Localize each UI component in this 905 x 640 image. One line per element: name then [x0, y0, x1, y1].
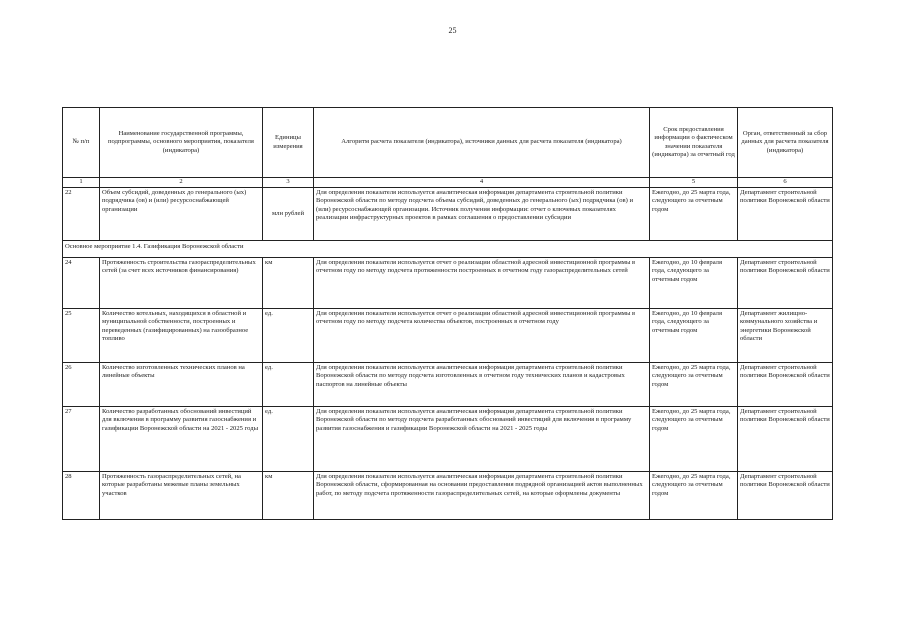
- indicator-name: Протяженность газораспределительных сетей, на которые разработаны межевые планы земельных участков: [100, 472, 263, 520]
- algorithm: Для определения показателя используется отчет о реализации областной адресной инвестиционной программы в отчетном году по методу подсчета протяженности построенных в отчетном году газораспределительных сетей: [314, 258, 650, 309]
- row-number: 22: [63, 188, 100, 241]
- column-number-row: [63, 178, 833, 188]
- agency: Департамент строительной политики Воронежской области: [738, 472, 833, 520]
- header-number: № п/п: [63, 108, 100, 178]
- table-row: [63, 472, 833, 520]
- header-algorithm: Алгоритм расчета показателя (индикатора), источники данных для расчета показателя (индикатора): [314, 108, 650, 178]
- unit: млн рублей: [263, 188, 314, 241]
- algorithm: Для определения показателя используется аналитическая информация департамента строительной политики Воронежской области по методу подсчета изготовленных в отчетном году технических планов и кадастровых паспортов на линейные объекты: [314, 363, 650, 407]
- table-row: [63, 407, 833, 472]
- indicator-name: Количество разработанных обоснований инвестиций для включения в программу развития газоснабжения и газификации Воронежской области на 2021 - 2025 годы: [100, 407, 263, 472]
- page-number: 25: [448, 26, 457, 35]
- column-number: 6: [738, 178, 833, 188]
- section-row: [63, 241, 833, 258]
- column-number: 4: [314, 178, 650, 188]
- row-number: 26: [63, 363, 100, 407]
- deadline: Ежегодно, до 25 марта года, следующего за отчетным годом: [650, 363, 738, 407]
- indicator-name: Количество котельных, находящихся в областной и муниципальной собственности, построенных и переведенных (газифицированных) на газообразное топливо: [100, 309, 263, 363]
- deadline: Ежегодно, до 25 марта года, следующего за отчетным годом: [650, 407, 738, 472]
- indicator-name: Протяженность строительства газораспределительных сетей (за счет всех источников финансирования): [100, 258, 263, 309]
- algorithm: Для определения показателя используется аналитическая информация департамента строительной политики Воронежской области по методу подсчета объема субсидий, доведенных до генерального (ых) подрядчика (ов) и (или) ресурсоснабжающей организации. Источник получения информации: отчет о ключевых показателях реализации инфраструктурных проектов в рамках соглашения о предоставлении субсидии: [314, 188, 650, 241]
- table-row: [63, 188, 833, 241]
- unit: ед.: [263, 309, 314, 363]
- table-row: [63, 363, 833, 407]
- agency: Департамент строительной политики Воронежской области: [738, 363, 833, 407]
- indicator-name: Объем субсидий, доведенных до генерального (ых) подрядчика (ов) и (или) ресурсоснабжающей организации: [100, 188, 263, 241]
- algorithm: Для определения показателя используется аналитическая информация департамента строительной политики Воронежской области по методу подсчета разработанных обоснований инвестиций для включения в программу развития газоснабжения и газификации Воронежской области на 2021 - 2025 годы: [314, 407, 650, 472]
- unit: ед.: [263, 407, 314, 472]
- column-number: 5: [650, 178, 738, 188]
- header-unit: Единицы измерения: [263, 108, 314, 178]
- unit: ед.: [263, 363, 314, 407]
- header-agency: Орган, ответственный за сбор данных для расчета показателя (индикатора): [738, 108, 833, 178]
- agency: Департамент строительной политики Воронежской области: [738, 407, 833, 472]
- deadline: Ежегодно, до 25 марта года, следующего за отчетным годом: [650, 472, 738, 520]
- agency: Департамент строительной политики Воронежской области: [738, 258, 833, 309]
- column-number: 1: [63, 178, 100, 188]
- deadline: Ежегодно, до 25 марта года, следующего за отчетным годом: [650, 188, 738, 241]
- column-number: 2: [100, 178, 263, 188]
- indicator-table: [62, 107, 833, 520]
- section-title: Основное мероприятие 1.4. Газификация Воронежской области: [63, 241, 833, 258]
- algorithm: Для определения показателя используется аналитическая информация департамента строительной политики Воронежской области, сформированная на основании предоставления подрядной организацией актов выполненных работ, по методу подсчета протяженности газораспределительных сетей, на которые оформлены документы: [314, 472, 650, 520]
- row-number: 24: [63, 258, 100, 309]
- table-header-row: [63, 108, 833, 178]
- agency: Департамент строительной политики Воронежской области: [738, 188, 833, 241]
- unit: км: [263, 258, 314, 309]
- agency: Департамент жилищно-коммунального хозяйства и энергетики Воронежской области: [738, 309, 833, 363]
- header-name: Наименование государственной программы, подпрограммы, основного мероприятия, показателя (индикатора): [100, 108, 263, 178]
- row-number: 25: [63, 309, 100, 363]
- unit: км: [263, 472, 314, 520]
- row-number: 28: [63, 472, 100, 520]
- algorithm: Для определения показателя используется отчет о реализации областной адресной инвестиционной программы в отчетном году по методу подсчета количества объектов, построенных в отчетном году: [314, 309, 650, 363]
- deadline: Ежегодно, до 10 февраля года, следующего за отчетным годом: [650, 258, 738, 309]
- table-row: [63, 309, 833, 363]
- row-number: 27: [63, 407, 100, 472]
- table-row: [63, 258, 833, 309]
- deadline: Ежегодно, до 10 февраля года, следующего за отчетным годом: [650, 309, 738, 363]
- column-number: 3: [263, 178, 314, 188]
- indicator-name: Количество изготовленных технических планов на линейные объекты: [100, 363, 263, 407]
- header-deadline: Срок предоставления информации о фактическом значении показателя (индикатора) за отчетный год: [650, 108, 738, 178]
